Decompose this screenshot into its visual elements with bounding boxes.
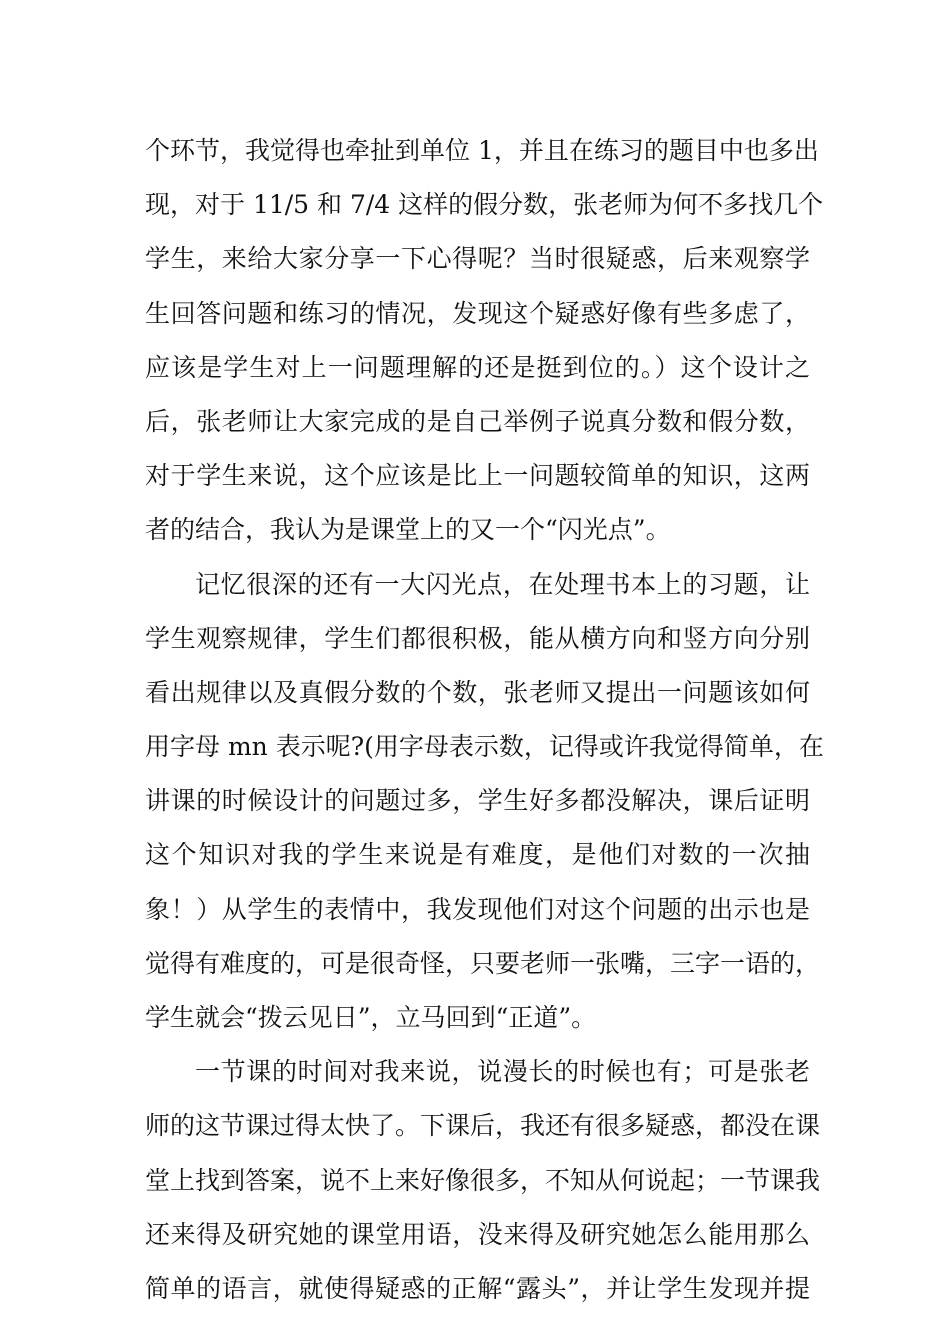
- paragraph-line: 者的结合，我认为是课堂上的又一个“闪光点”。: [145, 515, 671, 545]
- paragraph-line: 对于学生来说，这个应该是比上一问题较简单的知识，这两: [145, 461, 810, 491]
- paragraph-line: 师的这节课过得太快了。下课后，我还有很多疑惑，都没在课: [145, 1111, 821, 1141]
- paragraph-line: 简单的语言，就使得疑惑的正解“露头”，并让学生发现并提: [145, 1273, 810, 1303]
- paragraph-line: 象！）从学生的表情中，我发现他们对这个问题的出示也是: [145, 894, 810, 924]
- paragraph-line: 现，对于 11/5 和 7/4 这样的假分数，张老师为何不多找几个: [145, 190, 824, 220]
- paragraph-line: 学生观察规律，学生们都很积极，能从横方向和竖方向分别: [145, 623, 810, 653]
- paragraph-line: 用字母 mn 表示呢?(用字母表示数，记得或许我觉得简单，在: [145, 732, 824, 762]
- paragraph-line: 觉得有难度的，可是很奇怪，只要老师一张嘴，三字一语的，: [145, 948, 821, 978]
- paragraph-line: 后，张老师让大家完成的是自己举例子说真分数和假分数，: [145, 406, 810, 436]
- paragraph-line: 学生，来给大家分享一下心得呢？当时很疑惑，后来观察学: [145, 244, 810, 274]
- paragraph-first-line: 记忆很深的还有一大闪光点，在处理书本上的习题，让: [195, 569, 810, 599]
- paragraph-first-line: 一节课的时间对我来说，说漫长的时候也有；可是张老: [195, 1057, 810, 1087]
- paragraph-line: 讲课的时候设计的问题过多，学生好多都没解决，课后证明: [145, 786, 810, 816]
- paragraph-line: 生回答问题和练习的情况，发现这个疑惑好像有些多虑了，: [145, 298, 810, 328]
- paragraph-line: 看出规律以及真假分数的个数，张老师又提出一问题该如何: [145, 677, 810, 707]
- paragraph-line: 个环节，我觉得也牵扯到单位 1，并且在练习的题目中也多出: [145, 136, 819, 165]
- paragraph-line: 还来得及研究她的课堂用语，没来得及研究她怎么能用那么: [145, 1219, 810, 1249]
- paragraph-line: 堂上找到答案，说不上来好像很多，不知从何说起；一节课我: [145, 1165, 821, 1195]
- paragraph-line: 应该是学生对上一问题理解的还是挺到位的。）这个设计之: [145, 352, 810, 382]
- paragraph-line: 学生就会“拨云见日”，立马回到“正道”。: [145, 1003, 597, 1032]
- document-body: [145, 124, 824, 1316]
- paragraph-line: 这个知识对我的学生来说是有难度，是他们对数的一次抽: [145, 840, 810, 870]
